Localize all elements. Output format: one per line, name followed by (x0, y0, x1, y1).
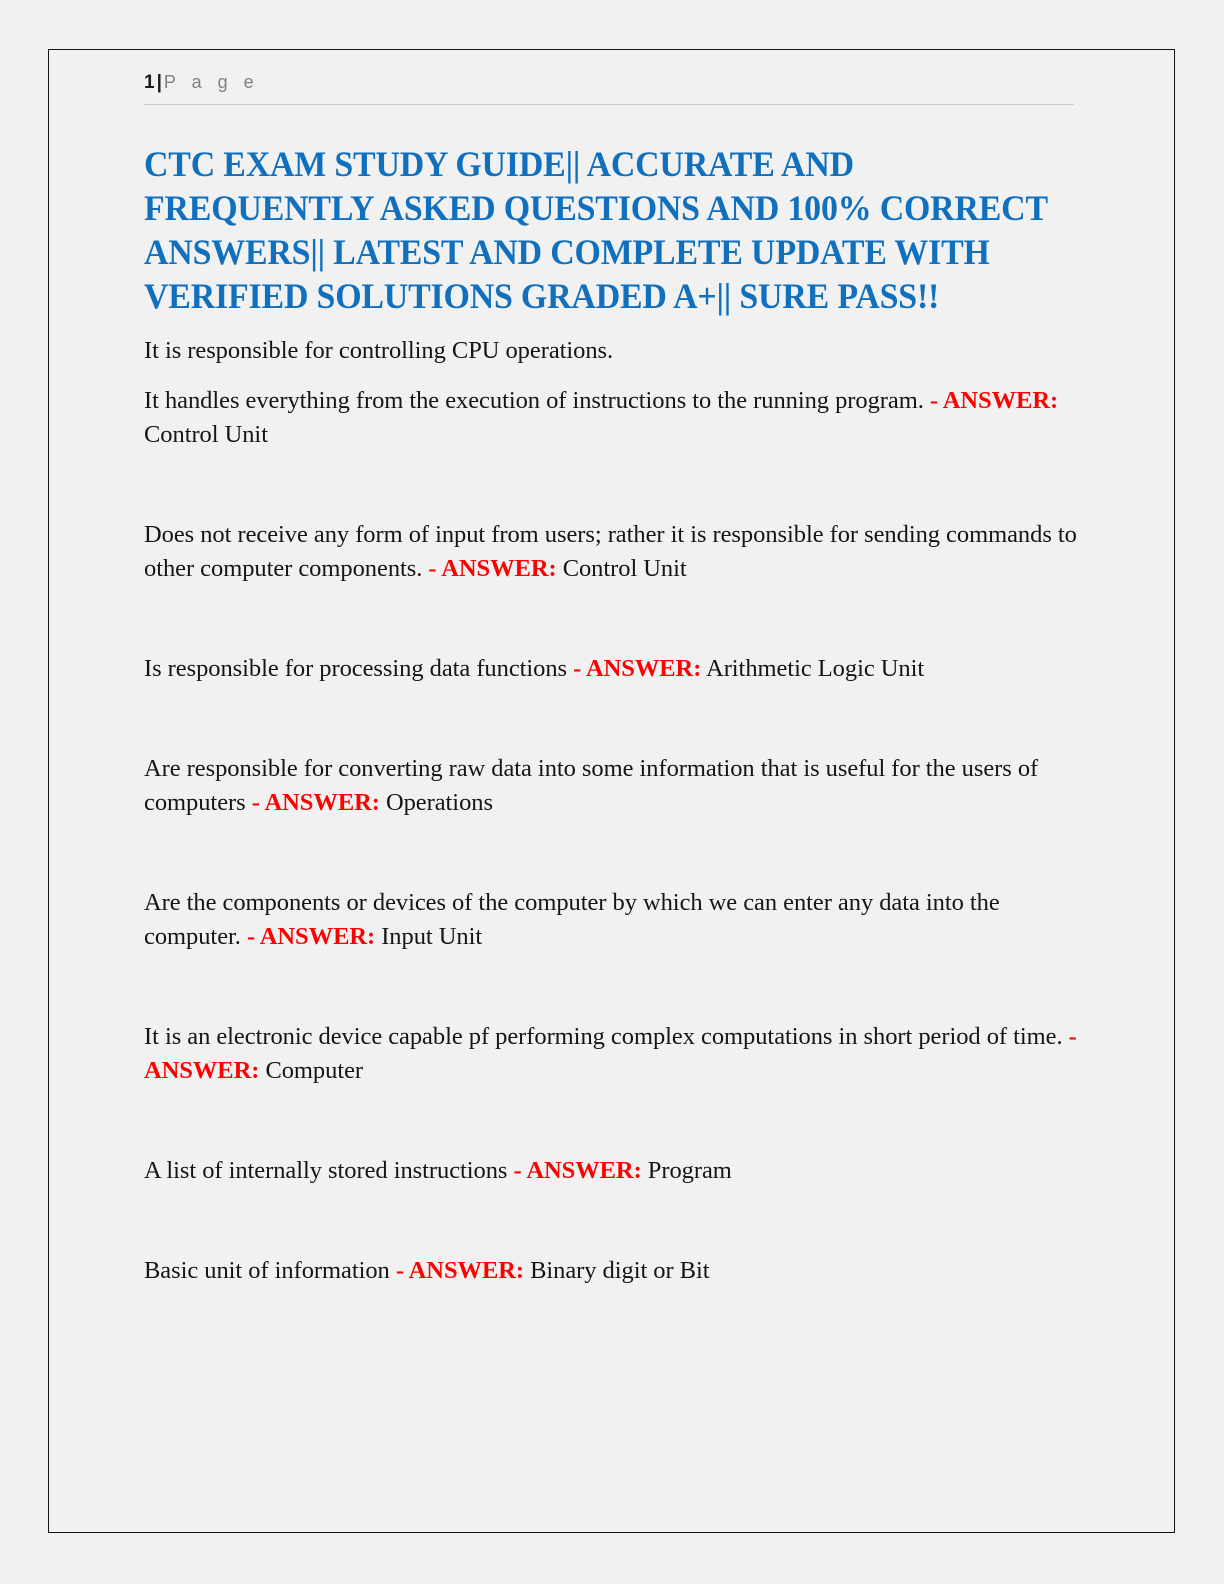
qa-question-text: It handles everything from the execution of instructions to the running program. (144, 387, 924, 414)
answer-text: Binary digit or Bit (530, 1257, 710, 1284)
document-content (144, 142, 1078, 1288)
qa-entry-1 (144, 334, 1078, 452)
qa-question-text: Does not receive any form of input from users; rather it is responsible for sending commands to other computer components. (144, 521, 1077, 582)
qa-question-text: Are responsible for converting raw data into some information that is useful for the users of computers (144, 755, 1039, 816)
qa-question-text: Is responsible for processing data functions (144, 655, 568, 682)
answer-text: Control Unit (144, 421, 268, 448)
answer-text: Arithmetic Logic Unit (706, 655, 925, 682)
qa-question-line: It is responsible for controlling CPU operations. (144, 337, 614, 364)
answer-marker: - ANSWER: (395, 1257, 525, 1284)
qa-entry-5 (144, 886, 1078, 954)
spacer (144, 954, 1078, 1020)
qa-question-answer-line (144, 1154, 1078, 1188)
answer-text: Operations (385, 789, 493, 816)
qa-entry-4 (144, 752, 1078, 820)
qa-entry-8 (144, 1254, 1078, 1288)
qa-question-text: It is an electronic device capable pf performing complex computations in short period of time. (144, 1023, 1063, 1050)
answer-marker: - ANSWER: (929, 387, 1059, 414)
answer-marker: - ANSWER: (573, 655, 702, 682)
answer-marker: - ANSWER: (251, 789, 380, 816)
spacer (144, 1188, 1078, 1254)
qa-question-answer-line (144, 752, 1078, 820)
spacer (144, 686, 1078, 752)
answer-marker: - ANSWER: (246, 923, 376, 950)
qa-question-answer-line (144, 384, 1078, 452)
answer-text: Program (647, 1157, 732, 1184)
qa-question-text: Are the components or devices of the computer by which we can enter any data into the computer. (144, 889, 1000, 950)
qa-question-answer-line (144, 652, 1078, 686)
header-separator: | (156, 72, 162, 93)
spacer (144, 368, 1078, 384)
qa-question-answer-line (144, 1020, 1078, 1088)
header-page-number: 1 (144, 72, 155, 93)
qa-question-answer-line (144, 886, 1078, 954)
qa-entry-2 (144, 518, 1078, 586)
qa-entry-6 (144, 1020, 1078, 1088)
qa-question-text: A list of internally stored instructions (144, 1157, 508, 1184)
header-divider-rule (144, 104, 1074, 105)
answer-marker: - ANSWER: (144, 1023, 1077, 1084)
answer-marker: - ANSWER: (428, 555, 557, 582)
spacer (144, 1088, 1078, 1154)
page-title: CTC EXAM STUDY GUIDE|| ACCURATE AND FREQUENTLY ASKED QUESTIONS AND 100% CORRECT ANSWERS|| LATEST AND COMPLETE UPDATE WITH VERIFIED SOLUTIONS GRADED A+|| SURE PASS!! (144, 144, 1048, 316)
qa-entry-7 (144, 1154, 1078, 1188)
answer-text: Control Unit (562, 555, 687, 582)
header-page-label: P a g e (163, 72, 260, 92)
answer-text: Computer (265, 1057, 364, 1084)
qa-question-text: Basic unit of information (144, 1257, 390, 1284)
answer-marker: - ANSWER: (513, 1157, 642, 1184)
answer-text: Input Unit (381, 923, 483, 950)
page-header (144, 72, 1074, 95)
header-page-indicator (144, 72, 1074, 95)
spacer (144, 820, 1078, 886)
qa-question-answer-line (144, 518, 1078, 586)
spacer (144, 586, 1078, 652)
qa-question-answer-line (144, 1254, 1078, 1288)
page-frame (48, 49, 1175, 1533)
spacer (144, 452, 1078, 518)
qa-entry-3 (144, 652, 1078, 686)
